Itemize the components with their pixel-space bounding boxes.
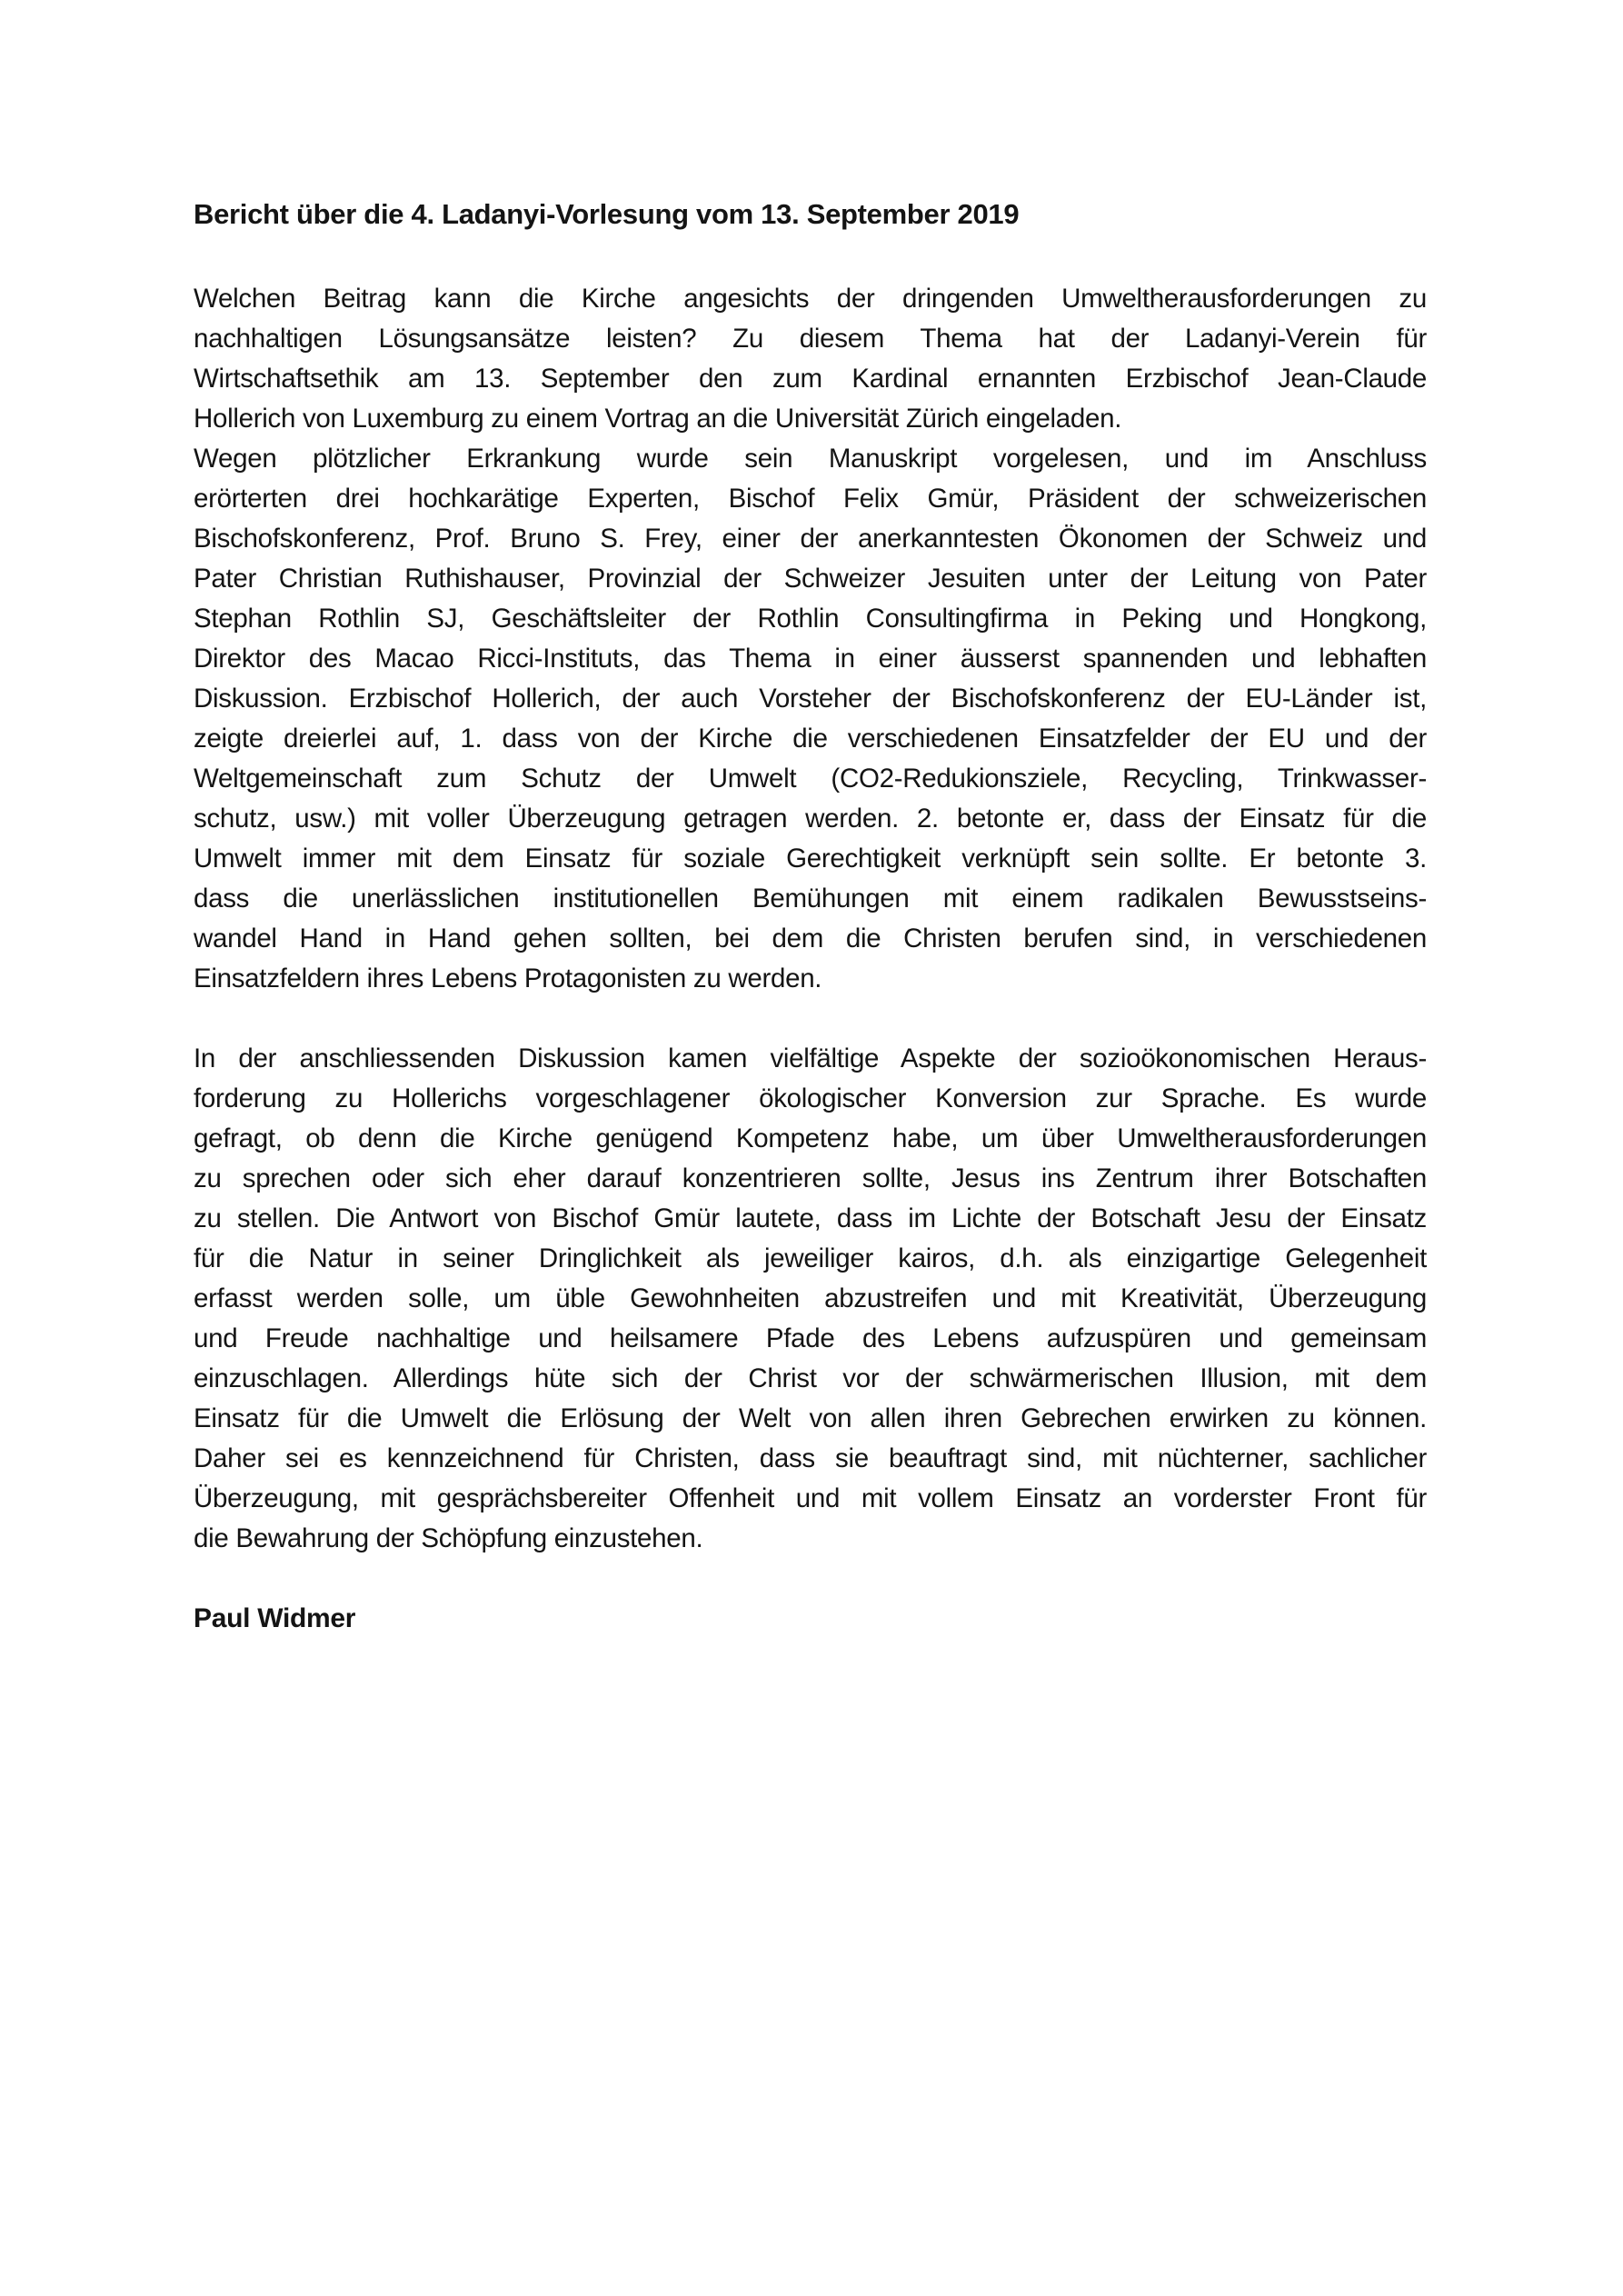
- text-line: Umwelt immer mit dem Einsatz für soziale Gerechtigkeit verknüpft sein sollte. Er betonte 3.: [194, 844, 1427, 873]
- text-line: die Bewahrung der Schöpfung einzustehen.: [194, 1523, 703, 1553]
- text-line: Hollerich von Luxemburg zu einem Vortrag an die Universität Zürich eingeladen.: [194, 404, 1122, 434]
- text-line: nachhaltigen Lösungsansätze leisten? Zu diesem Thema hat der Ladanyi-Verein für: [194, 324, 1427, 354]
- text-line: erörterten drei hochkarätige Experten, Bischof Felix Gmür, Präsident der schweizerischen: [194, 484, 1427, 514]
- text-line: In der anschliessenden Diskussion kamen vielfältige Aspekte der sozioökonomischen Heraus-: [194, 1043, 1427, 1073]
- text-line: Überzeugung, mit gesprächsbereiter Offenheit und mit vollem Einsatz an vorderster Front für: [194, 1483, 1427, 1513]
- text-line: wandel Hand in Hand gehen sollten, bei dem die Christen berufen sind, in verschiedenen: [194, 923, 1427, 953]
- text-line: zeigte dreierlei auf, 1. dass von der Kirche die verschiedenen Einsatzfelder der EU und der: [194, 724, 1427, 754]
- paragraph-introduction: [194, 279, 1427, 439]
- text-line: Einsatz für die Umwelt die Erlösung der Welt von allen ihren Gebrechen erwirken zu können.: [194, 1403, 1427, 1433]
- paragraph-discussion: [194, 1039, 1427, 1559]
- text-line: Welchen Beitrag kann die Kirche angesichts der dringenden Umweltherausforderungen zu: [194, 284, 1427, 314]
- text-line: Einsatzfeldern ihres Lebens Protagonisten zu werden.: [194, 963, 822, 993]
- text-line: schutz, usw.) mit voller Überzeugung getragen werden. 2. betonte er, dass der Einsatz für die: [194, 804, 1427, 834]
- paragraph-lecture-report: [194, 439, 1427, 999]
- text-line: und Freude nachhaltige und heilsamere Pfade des Lebens aufzuspüren und gemeinsam: [194, 1323, 1427, 1353]
- text-line: dass die unerlässlichen institutionellen Bemühungen mit einem radikalen Bewusstseins-: [194, 883, 1427, 913]
- text-line: Bischofskonferenz, Prof. Bruno S. Frey, einer der anerkanntesten Ökonomen der Schweiz und: [194, 524, 1427, 554]
- text-line: zu stellen. Die Antwort von Bischof Gmür lautete, dass im Lichte der Botschaft Jesu der Einsatz: [194, 1203, 1427, 1233]
- text-line: Wirtschaftsethik am 13. September den zum Kardinal ernannten Erzbischof Jean-Claude: [194, 364, 1427, 394]
- text-line: Wegen plötzlicher Erkrankung wurde sein Manuskript vorgelesen, und im Anschluss: [194, 444, 1427, 474]
- text-line: für die Natur in seiner Dringlichkeit als jeweiliger kairos, d.h. als einzigartige Gelegenheit: [194, 1243, 1427, 1273]
- text-line: einzuschlagen. Allerdings hüte sich der Christ vor der schwärmerischen Illusion, mit dem: [194, 1363, 1427, 1393]
- text-line: Stephan Rothlin SJ, Geschäftsleiter der Rothlin Consultingfirma in Peking und Hongkong,: [194, 604, 1427, 634]
- document-title: Bericht über die 4. Ladanyi-Vorlesung vom 13. September 2019: [194, 198, 1020, 230]
- author-signature: Paul Widmer: [194, 1603, 356, 1633]
- text-line: zu sprechen oder sich eher darauf konzentrieren sollte, Jesus ins Zentrum ihrer Botschaften: [194, 1163, 1427, 1193]
- text-line: Diskussion. Erzbischof Hollerich, der auch Vorsteher der Bischofskonferenz der EU-Länder ist,: [194, 684, 1427, 714]
- text-line: forderung zu Hollerichs vorgeschlagener ökologischer Konversion zur Sprache. Es wurde: [194, 1083, 1427, 1113]
- text-line: Pater Christian Ruthishauser, Provinzial der Schweizer Jesuiten unter der Leitung von Pater: [194, 564, 1427, 594]
- text-line: Weltgemeinschaft zum Schutz der Umwelt (CO2-Redukionsziele, Recycling, Trinkwasser-: [194, 764, 1427, 794]
- text-line: Daher sei es kennzeichnend für Christen, dass sie beauftragt sind, mit nüchterner, sachlicher: [194, 1443, 1427, 1473]
- text-line: gefragt, ob denn die Kirche genügend Kompetenz habe, um über Umweltherausforderungen: [194, 1123, 1427, 1153]
- text-line: erfasst werden solle, um üble Gewohnheiten abzustreifen und mit Kreativität, Überzeugung: [194, 1283, 1427, 1313]
- text-line: Direktor des Macao Ricci-Instituts, das Thema in einer äusserst spannenden und lebhaften: [194, 644, 1427, 674]
